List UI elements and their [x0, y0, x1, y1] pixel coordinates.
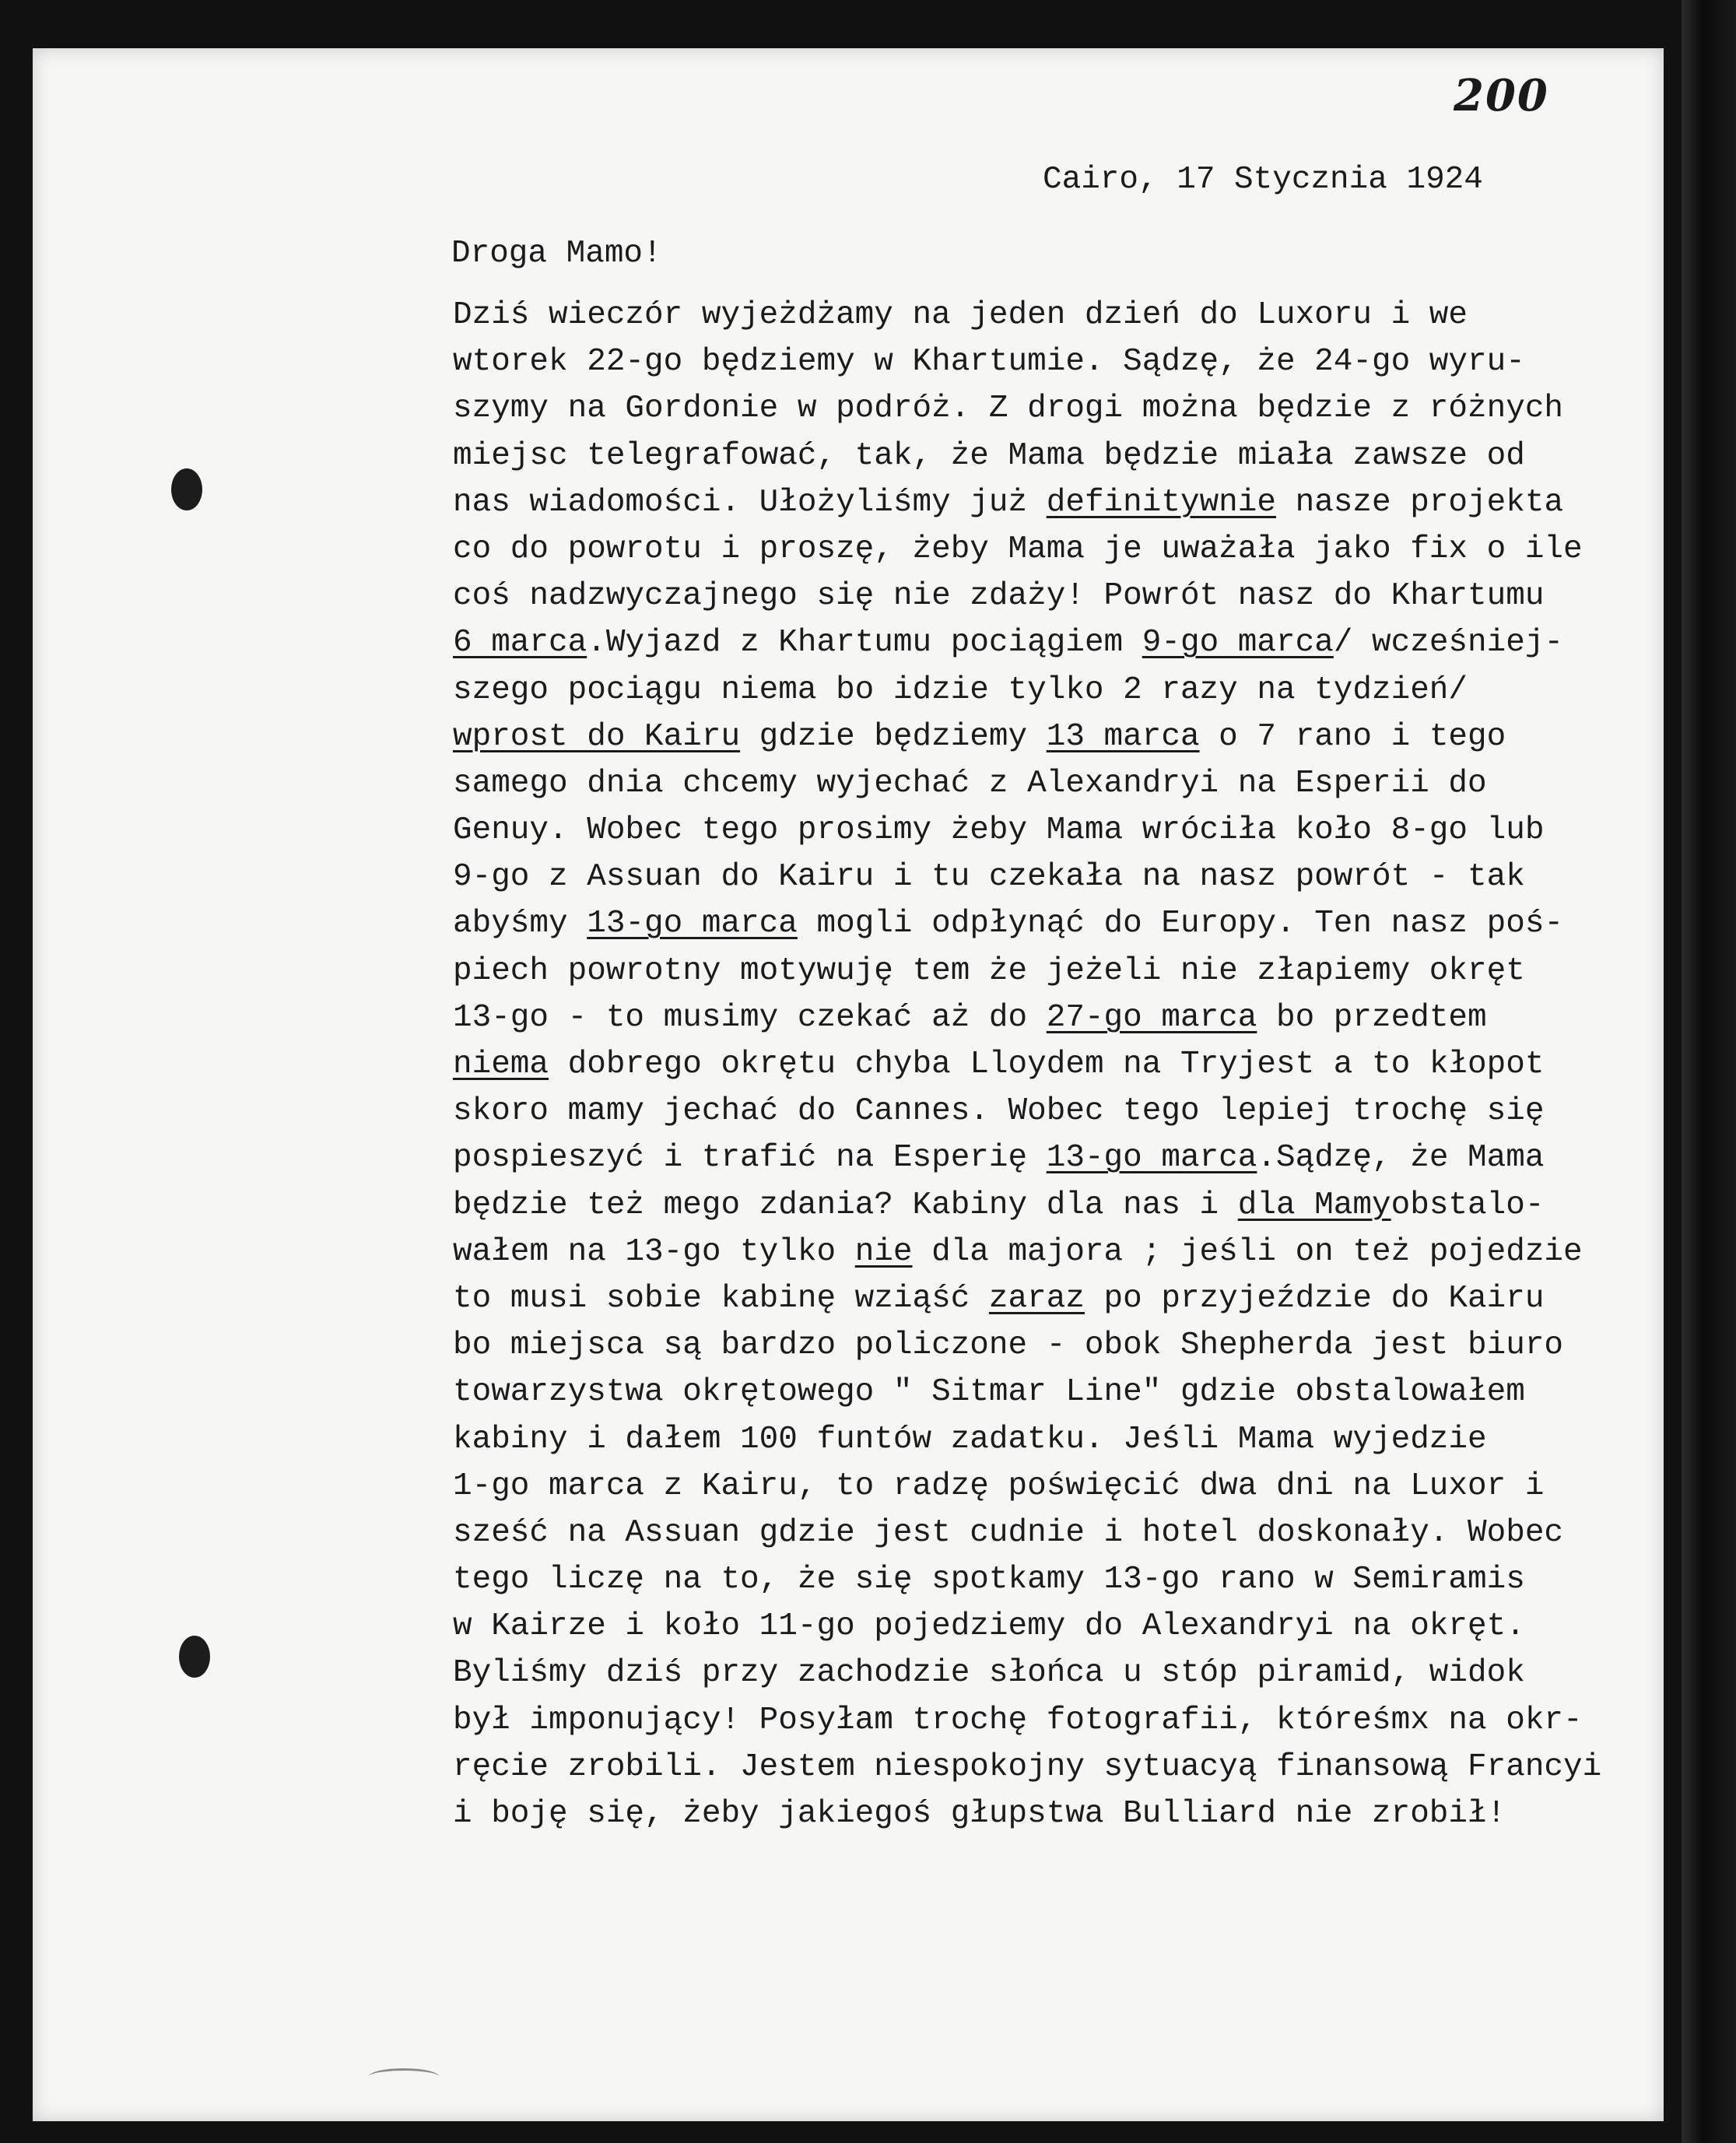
body-line: [453, 1275, 1667, 1322]
letter-date: Cairo, 17 Stycznia 1924: [1043, 162, 1483, 198]
text-segment: kabiny i dałem 100 funtów zadatku. Jeśli Mama wyjedzie: [453, 1421, 1487, 1457]
body-line: [453, 1510, 1667, 1556]
text-segment: coś nadzwyczajnego się nie zdaży! Powrót nasz do Khartumu: [453, 578, 1545, 615]
text-segment: Genuy. Wobec tego prosimy żeby Mama wróciła koło 8-go lub: [453, 812, 1545, 849]
text-segment: będzie też mego zdania? Kabiny dla nas i: [453, 1187, 1238, 1223]
text-segment: abyśmy: [453, 906, 587, 942]
text-segment: co do powrotu i proszę, żeby Mama je uważała jako fix o ile: [453, 531, 1583, 567]
body-line: [453, 1041, 1667, 1088]
body-line: [453, 994, 1667, 1041]
body-line: [453, 948, 1667, 994]
underlined-phrase: wprost do Kairu: [453, 718, 741, 755]
body-line: [453, 1603, 1667, 1650]
text-segment: dobrego okrętu chyba Lloydem na Tryjest a to kłopot: [549, 1047, 1545, 1082]
underlined-phrase: 6 marca: [453, 625, 587, 661]
body-line: [453, 1369, 1667, 1415]
text-segment: pospieszyć i trafić na Esperię: [453, 1140, 1047, 1177]
body-line: [453, 619, 1667, 666]
body-line: [453, 526, 1667, 573]
underlined-phrase: 13-go marca: [1046, 1140, 1257, 1177]
letter-body: [453, 292, 1667, 1837]
text-segment: wtorek 22-go będziemy w Khartumie. Sądzę, że 24-go wyru-: [453, 344, 1525, 381]
underlined-phrase: dla Mamy: [1237, 1187, 1391, 1223]
text-segment: samego dnia chcemy wyjechać z Alexandryi na Esperii do: [453, 765, 1487, 801]
body-line: [453, 1556, 1667, 1603]
text-segment: obstalo-: [1391, 1187, 1545, 1223]
body-line: [453, 1416, 1667, 1463]
underlined-phrase: 13-go marca: [587, 906, 798, 942]
scan-edge: [1682, 0, 1736, 2143]
page-number: 200: [1454, 70, 1549, 121]
text-segment: mogli odpłynąć do Europy. Ten nasz poś-: [797, 906, 1564, 942]
body-line: [453, 1135, 1667, 1181]
text-segment: Byliśmy dziś przy zachodzie słońca u stóp piramid, widok: [453, 1655, 1525, 1692]
body-line: [453, 292, 1667, 338]
text-segment: skoro mamy jechać do Cannes. Wobec tego lepiej trochę się: [453, 1093, 1545, 1130]
text-segment: dla majora ; jeśli on też pojedzie: [912, 1233, 1583, 1270]
underlined-phrase: 13 marca: [1046, 718, 1200, 755]
body-line: [453, 1182, 1667, 1229]
text-segment: o 7 rano i tego: [1199, 718, 1506, 755]
body-line: [453, 1322, 1667, 1369]
underlined-phrase: niema: [453, 1047, 549, 1082]
text-segment: i boję się, żeby jakiegoś głupstwa Bulliard nie zrobił!: [453, 1796, 1506, 1832]
body-line: [453, 479, 1667, 526]
text-segment: nas wiadomości. Ułożyliśmy już: [453, 484, 1047, 521]
body-line: [453, 1088, 1667, 1135]
underlined-phrase: nie: [854, 1233, 913, 1270]
text-segment: bo miejsca są bardzo policzone - obok Shepherda jest biuro: [453, 1328, 1564, 1364]
body-line: [453, 667, 1667, 714]
body-line: [453, 1650, 1667, 1696]
pencil-mark: [369, 2068, 439, 2085]
text-segment: / wcześniej-: [1333, 625, 1564, 661]
text-segment: .Wyjazd z Khartumu pociągiem: [587, 625, 1142, 661]
text-segment: tego liczę na to, że się spotkamy 13-go rano w Semiramis: [453, 1562, 1525, 1598]
body-line: [453, 573, 1667, 619]
body-line: [453, 807, 1667, 854]
text-segment: po przyjeździe do Kairu: [1084, 1280, 1545, 1317]
body-line: [453, 338, 1667, 385]
text-segment: sześć na Assuan gdzie jest cudnie i hotel doskonały. Wobec: [453, 1514, 1564, 1551]
underlined-phrase: definitywnie: [1046, 484, 1276, 521]
text-segment: 13-go - to musimy czekać aż do: [453, 999, 1047, 1036]
body-line: [453, 1791, 1667, 1837]
text-segment: wałem na 13-go tylko: [453, 1233, 855, 1270]
text-segment: był imponujący! Posyłam trochę fotografii, któreśmx na okr-: [453, 1702, 1583, 1738]
body-line: [453, 900, 1667, 947]
body-line: [453, 1697, 1667, 1744]
text-segment: w Kairze i koło 11-go pojedziemy do Alexandryi na okręt.: [453, 1608, 1525, 1645]
body-line: [453, 854, 1667, 900]
punch-hole-bottom: [179, 1636, 210, 1678]
body-line: [453, 760, 1667, 807]
punch-hole-top: [171, 468, 202, 510]
underlined-phrase: 27-go marca: [1046, 999, 1257, 1036]
text-segment: 1-go marca z Kairu, to radzę poświęcić dwa dni na Luxor i: [453, 1468, 1545, 1504]
body-line: [453, 1744, 1667, 1791]
body-line: [453, 1463, 1667, 1510]
text-segment: .Sądzę, że Mama: [1257, 1140, 1545, 1177]
text-segment: miejsc telegrafować, tak, że Mama będzie miała zawsze od: [453, 437, 1525, 474]
body-line: [453, 714, 1667, 760]
text-segment: 9-go z Assuan do Kairu i tu czekała na nasz powrót - tak: [453, 859, 1525, 896]
text-segment: piech powrotny motywuję tem że jeżeli nie złapiemy okręt: [453, 952, 1525, 989]
body-line: [453, 385, 1667, 432]
text-segment: ręcie zrobili. Jestem niespokojny sytuacyą finansową Francyi: [453, 1748, 1602, 1785]
text-segment: szego pociągu niema bo idzie tylko 2 razy na tydzień/: [453, 672, 1468, 708]
text-segment: nasze projekta: [1275, 484, 1564, 521]
text-segment: szymy na Gordonie w podróż. Z drogi można będzie z różnych: [453, 391, 1564, 427]
letter-greeting: Droga Mamo!: [451, 236, 662, 272]
body-line: [453, 1229, 1667, 1275]
underlined-phrase: zaraz: [988, 1280, 1085, 1317]
text-segment: bo przedtem: [1257, 999, 1487, 1036]
body-line: [453, 433, 1667, 479]
underlined-phrase: 9-go marca: [1142, 625, 1334, 661]
text-segment: Dziś wieczór wyjeżdżamy na jeden dzień do Luxoru i we: [453, 297, 1468, 333]
text-segment: gdzie będziemy: [740, 718, 1047, 755]
text-segment: to musi sobie kabinę wziąść: [453, 1280, 989, 1317]
text-segment: towarzystwa okrętowego " Sitmar Line" gdzie obstalowałem: [453, 1374, 1525, 1411]
